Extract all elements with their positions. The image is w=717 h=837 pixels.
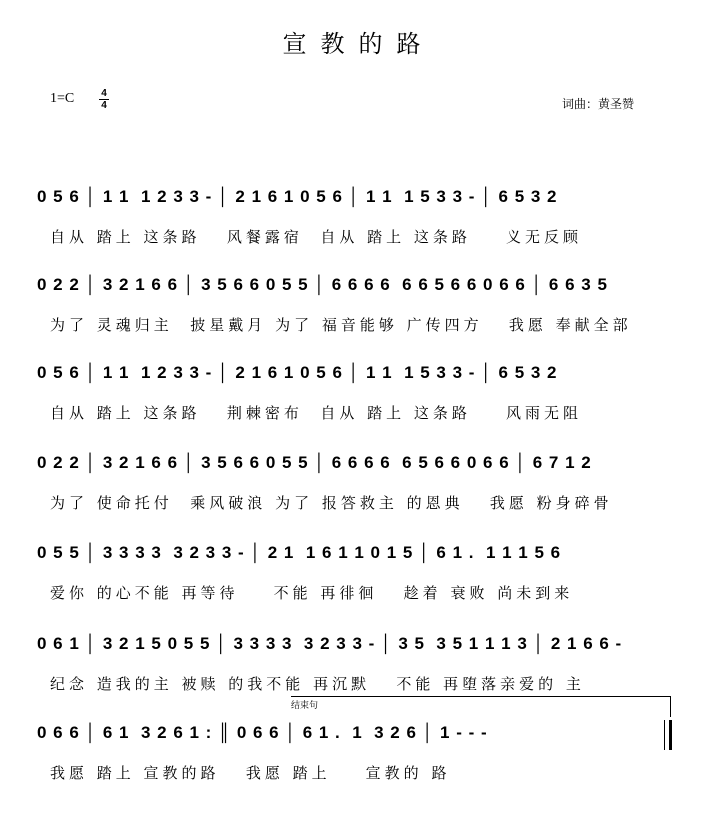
notation-line: 0 5 5 │ 3 3 3 3 3 2 3 3 - │ 2 1 1 6 1 1 0 1 5 │ 6 1 . 1 1 1 5 6 — [37, 543, 562, 562]
time-signature-top: 4 — [101, 88, 107, 99]
lyrics-line: 自从 踏上 这条路 风餐露宿 自从 踏上 这条路 义无反顾 — [50, 228, 582, 246]
lyrics-line: 纪念 造我的主 被赎 的我不能 再沉默 不能 再堕落亲爱的 主 — [50, 675, 585, 693]
ending-bracket-label: 结束句 — [291, 696, 671, 711]
lyrics-line: 为了 使命托付 乘风破浪 为了 报答救主 的恩典 我愿 粉身碎骨 — [50, 494, 613, 512]
lyricist-composer-credit: 词曲：黄圣赞 — [562, 97, 635, 111]
notation-line: 0 5 6 │ 1 1 1 2 3 3 - │ 2 1 6 1 0 5 6 │ 1 1 1 5 3 3 - │ 6 5 3 2 — [37, 187, 558, 206]
time-signature-bottom: 4 — [101, 100, 107, 111]
notation-line: 0 2 2 │ 3 2 1 6 6 │ 3 5 6 6 0 5 5 │ 6 6 6 6 6 6 5 6 6 0 6 6 │ 6 6 3 5 — [37, 275, 608, 294]
lyrics-line: 自从 踏上 这条路 荆棘密布 自从 踏上 这条路 风雨无阻 — [50, 404, 582, 422]
key-signature: 1=C — [50, 91, 75, 106]
lyrics-line: 为了 灵魂归主 披星戴月 为了 福音能够 广传四方 我愿 奉献全部 — [50, 316, 632, 334]
lyrics-line: 我愿 踏上 宣教的路 我愿 踏上 宣教的 路 — [50, 764, 451, 782]
notation-line: 0 6 6 │ 6 1 3 2 6 1 : ║ 0 6 6 │ 6 1 . 1 3 2 6 │ 1 - - - — [37, 723, 488, 742]
song-title: 宣教的路 — [282, 30, 435, 58]
final-barline — [664, 720, 672, 750]
notation-line: 0 6 1 │ 3 2 1 5 0 5 5 │ 3 3 3 3 3 2 3 3 - │ 3 5 3 5 1 1 1 3 │ 2 1 6 6 - — [37, 634, 623, 653]
lyrics-line: 爱你 的心不能 再等待 不能 再徘徊 趁着 衰败 尚未到来 — [50, 584, 574, 602]
notation-line: 0 2 2 │ 3 2 1 6 6 │ 3 5 6 6 0 5 5 │ 6 6 6 6 6 5 6 6 0 6 6 │ 6 7 1 2 — [37, 453, 592, 472]
time-signature — [98, 88, 110, 111]
notation-line: 0 5 6 │ 1 1 1 2 3 3 - │ 2 1 6 1 0 5 6 │ 1 1 1 5 3 3 - │ 6 5 3 2 — [37, 363, 558, 382]
